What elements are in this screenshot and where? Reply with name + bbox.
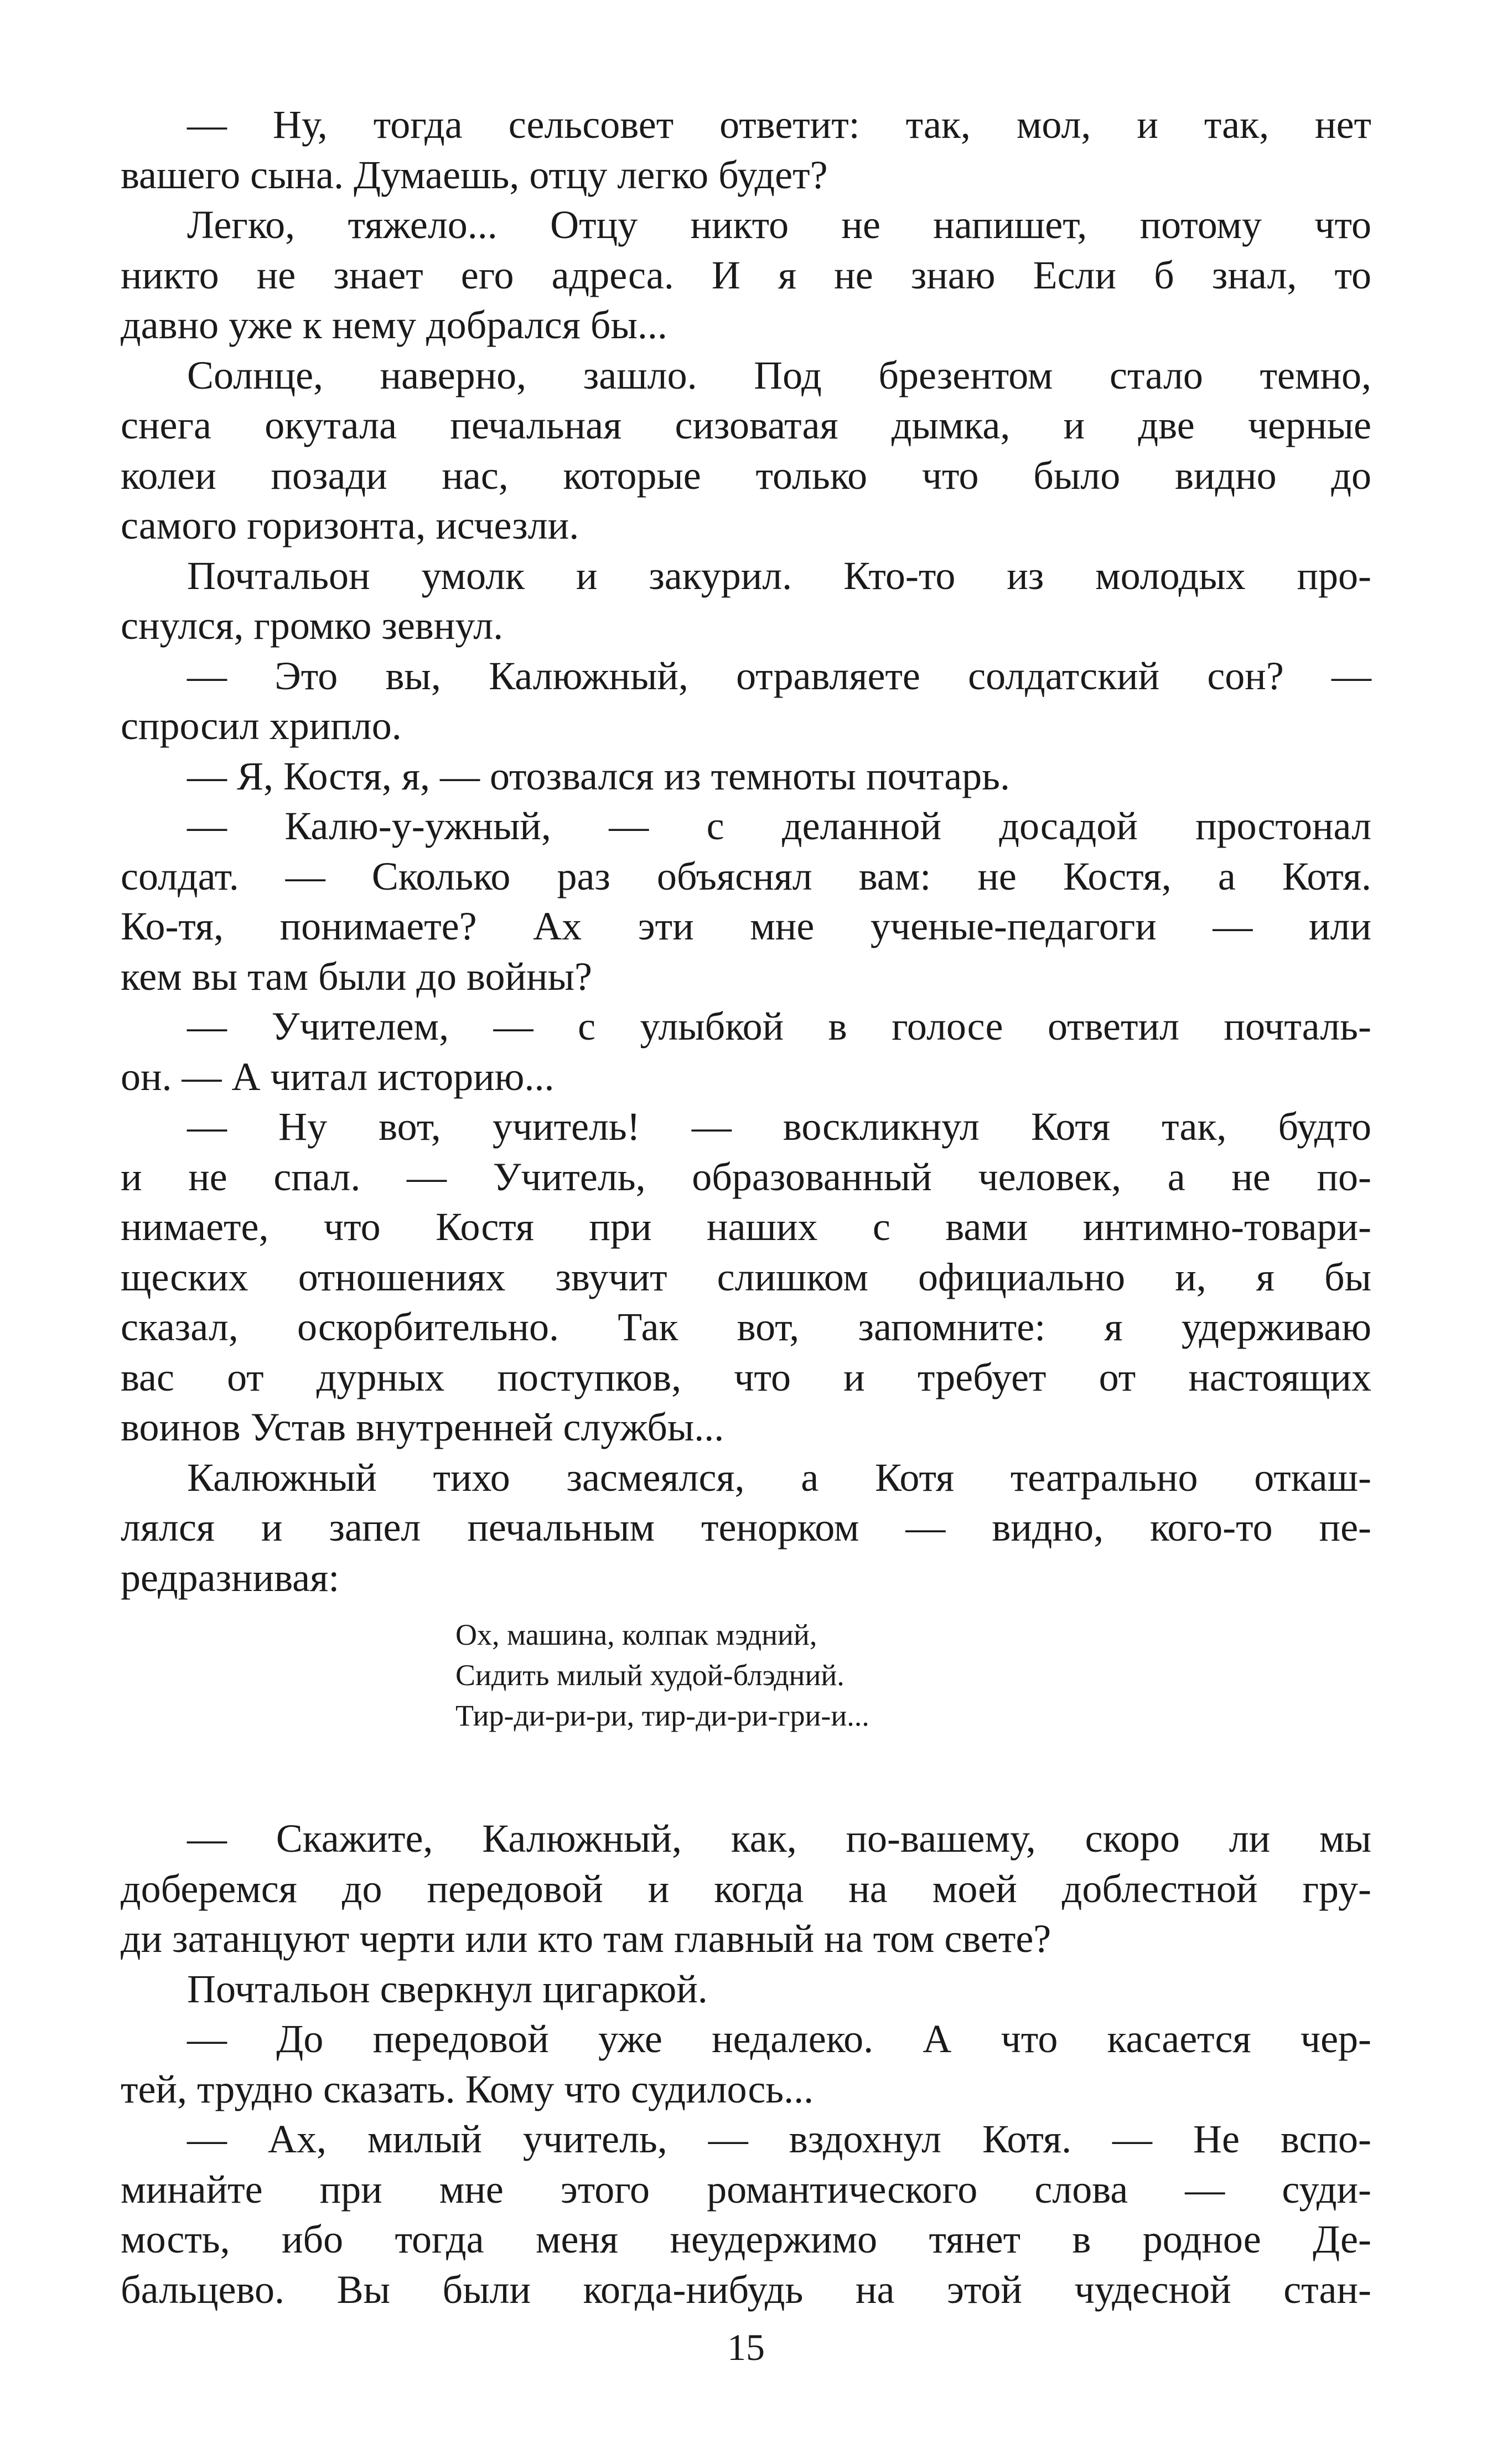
text-block-top xyxy=(121,100,1371,1603)
text-line: спросил хрипло. xyxy=(121,704,402,748)
text-line: самого горизонта, исчезли. xyxy=(121,503,579,547)
text-line: — Скажите, Калюжный, как, по-вашему, скоро ли мы xyxy=(187,1816,1371,1861)
paragraph xyxy=(121,100,1371,200)
paragraph xyxy=(121,751,1371,802)
page-number: 15 xyxy=(727,2326,765,2368)
paragraph xyxy=(121,1814,1371,1964)
text-line: снулся, громко зевнул. xyxy=(121,603,504,648)
paragraph xyxy=(121,1102,1371,1453)
text-line: он. — А читал историю... xyxy=(121,1054,555,1099)
text-block-bottom xyxy=(121,1814,1371,2315)
text-line: — Я, Костя, я, — отозвался из темноты почтарь. xyxy=(187,753,1011,798)
paragraph xyxy=(121,1964,1371,2014)
text-line: щеских отношениях звучит слишком официально и, я бы xyxy=(121,1254,1371,1299)
text-line: сказал, оскорбительно. Так вот, запомните: я удерживаю xyxy=(121,1305,1371,1349)
text-line: доберемся до передовой и когда на моей доблестной гру- xyxy=(121,1866,1371,1911)
text-line: ди затанцуют черти или кто там главный на том свете? xyxy=(121,1917,1051,1961)
text-line: Почтальон умолк и закурил. Кто-то из молодых про- xyxy=(187,553,1371,598)
text-line: никто не знает его адреса. И я не знаю Если б знал, то xyxy=(121,252,1371,297)
text-line: Калюжный тихо засмеялся, а Котя театрально откаш- xyxy=(187,1455,1371,1500)
text-line: Почтальон сверкнул цигаркой. xyxy=(187,1966,708,2011)
text-line: бальцево. Вы были когда-нибудь на этой чудесной стан- xyxy=(121,2267,1371,2312)
text-line: давно уже к нему добрался бы... xyxy=(121,303,667,347)
text-line: кем вы там были до войны? xyxy=(121,954,592,999)
paragraph xyxy=(121,1001,1371,1102)
paragraph xyxy=(121,2014,1371,2114)
text-line: колеи позади нас, которые только что было видно до xyxy=(121,453,1371,498)
paragraph xyxy=(121,200,1371,350)
verse-line: Ох, машина, колпак мэдний, xyxy=(455,1618,817,1651)
paragraph xyxy=(121,551,1371,651)
text-line: и не спал. — Учитель, образованный человек, а не по- xyxy=(121,1154,1371,1199)
text-line: нимаете, что Костя при наших с вами интимно-товари- xyxy=(121,1205,1371,1249)
verse-line: Тир-ди-ри-ри, тир-ди-ри-гри-и... xyxy=(455,1699,869,1732)
text-line: мость, ибо тогда меня неудержимо тянет в родное Де- xyxy=(121,2217,1371,2261)
text-line: — Ах, милый учитель, — вздохнул Котя. — Не вспо- xyxy=(187,2117,1371,2161)
verse-block xyxy=(455,1615,1371,1736)
page-body xyxy=(121,100,1371,2315)
text-line: Солнце, наверно, зашло. Под брезентом стало темно, xyxy=(187,353,1371,397)
paragraph xyxy=(121,801,1371,1001)
text-line: снега окутала печальная сизоватая дымка, и две черные xyxy=(121,403,1371,447)
text-line: — Ну, тогда сельсовет ответит: так, мол, и так, нет xyxy=(187,102,1371,147)
text-line: Ко-тя, понимаете? Ах эти мне ученые-педагоги — или xyxy=(121,904,1371,948)
text-line: минайте при мне этого романтического слова — суди- xyxy=(121,2167,1371,2212)
text-line: Легко, тяжело... Отцу никто не напишет, потому что xyxy=(187,203,1371,247)
text-line: — До передовой уже недалеко. А что касается чер- xyxy=(187,2017,1371,2061)
text-line: — Это вы, Калюжный, отравляете солдатский сон? — xyxy=(187,653,1371,698)
paragraph xyxy=(121,1453,1371,1603)
paragraph xyxy=(121,2114,1371,2315)
paragraph xyxy=(121,651,1371,751)
text-line: солдат. — Сколько раз объяснял вам: не Костя, а Котя. xyxy=(121,854,1371,898)
text-line: лялся и запел печальным тенорком — видно, кого-то пе- xyxy=(121,1505,1371,1549)
text-line: — Ну вот, учитель! — воскликнул Котя так, будто xyxy=(187,1104,1371,1149)
text-line: воинов Устав внутренней службы... xyxy=(121,1405,724,1449)
text-line: — Учителем, — с улыбкой в голосе ответил почталь- xyxy=(187,1004,1371,1048)
text-line: тей, трудно сказать. Кому что судилось... xyxy=(121,2067,814,2111)
text-line: вас от дурных поступков, что и требует от настоящих xyxy=(121,1355,1371,1399)
text-line: — Калю-у-ужный, — с деланной досадой простонал xyxy=(187,804,1371,848)
text-line: редразнивая: xyxy=(121,1555,340,1600)
verse-line: Сидить милый худой-блэдний. xyxy=(455,1659,845,1692)
paragraph xyxy=(121,350,1371,551)
text-line: вашего сына. Думаешь, отцу легко будет? xyxy=(121,152,828,197)
